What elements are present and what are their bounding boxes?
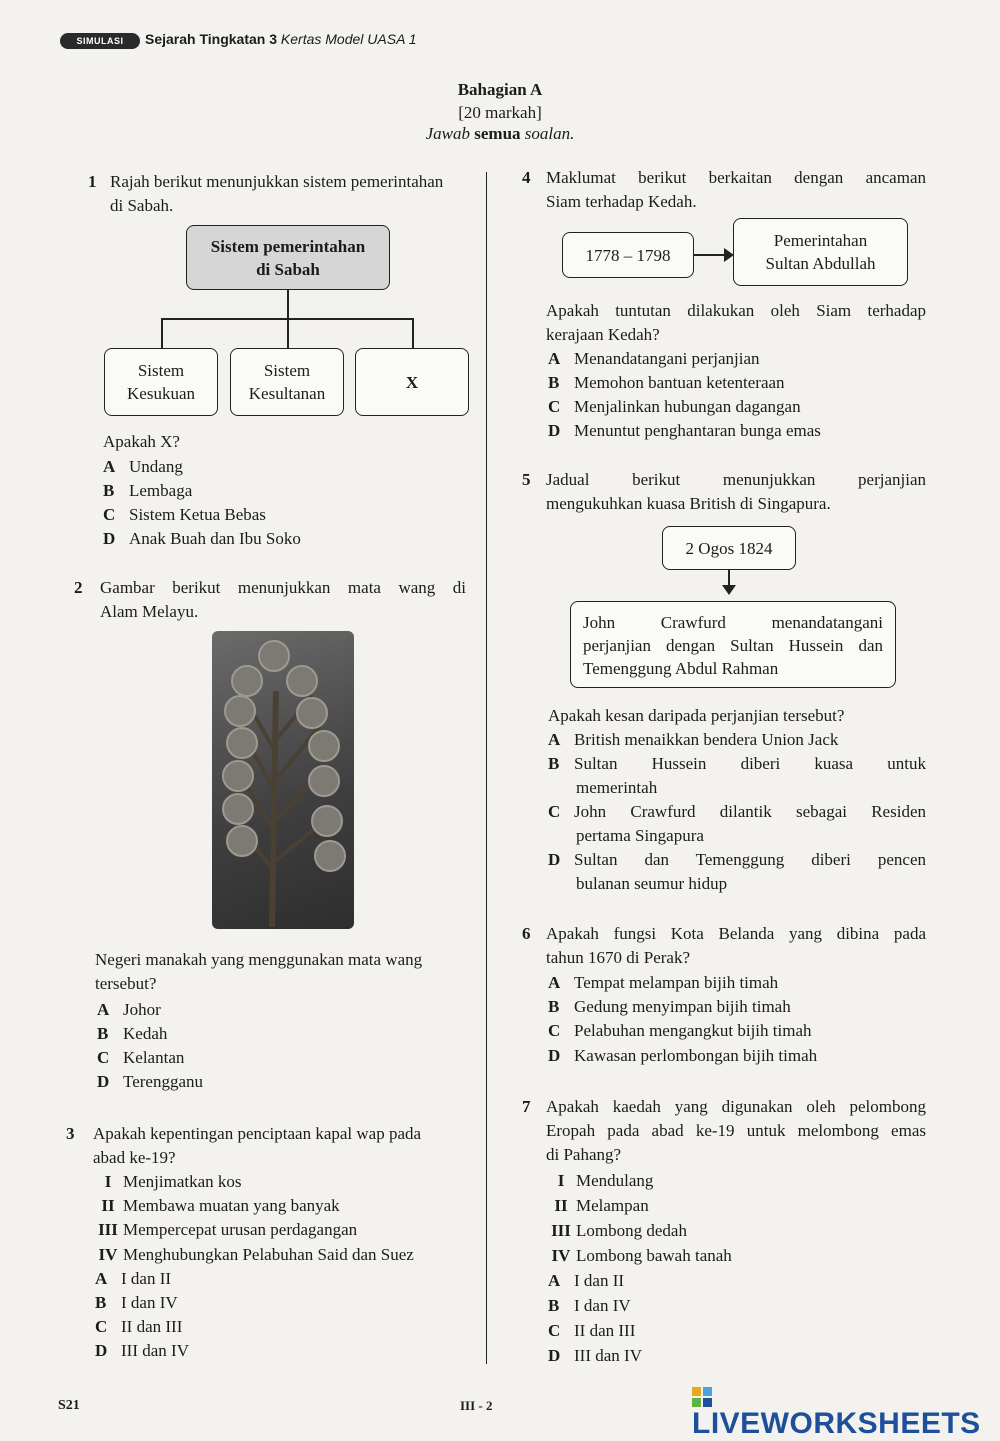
q6-number: 6 bbox=[522, 924, 531, 943]
q5-a-text: British menaikkan bendera Union Jack bbox=[574, 730, 839, 749]
q3-stem-2: abad ke-19? bbox=[93, 1148, 176, 1167]
q3-a-letter: A bbox=[95, 1269, 108, 1288]
q1-box1-line2: Kesukuan bbox=[127, 384, 195, 403]
liveworksheets-text: LIVEWORKSHEETS bbox=[692, 1407, 981, 1440]
q3-option-a[interactable] bbox=[95, 1267, 171, 1291]
q1-top-line-1: Sistem pemerintahan bbox=[210, 236, 366, 256]
q1-stem-1: Rajah berikut menunjukkan sistem pemerintahan bbox=[110, 172, 444, 191]
instruction-word-3: soalan. bbox=[524, 124, 575, 143]
instruction-word-2: semua bbox=[474, 124, 521, 143]
q5-option-d[interactable] bbox=[548, 848, 926, 872]
q1-number: 1 bbox=[88, 172, 97, 191]
q1-option-d[interactable] bbox=[103, 527, 301, 551]
coin-tree-photo bbox=[212, 631, 354, 929]
q3-b-letter: B bbox=[95, 1293, 107, 1312]
page-header bbox=[145, 31, 417, 47]
q7-statement-1 bbox=[546, 1169, 653, 1193]
q5-a-letter: A bbox=[548, 730, 561, 749]
q6-a-letter: A bbox=[548, 973, 561, 992]
q7-d-text: III dan IV bbox=[574, 1346, 642, 1365]
q3-statement-3 bbox=[93, 1218, 357, 1242]
q7-stem-1: Apakah kaedah yang digunakan oleh pelombong bbox=[546, 1097, 926, 1116]
q7-s1-text: Mendulang bbox=[576, 1171, 654, 1190]
q5-option-b[interactable] bbox=[548, 752, 926, 776]
q4-question-2: kerajaan Kedah? bbox=[546, 325, 660, 344]
q6-option-b[interactable] bbox=[548, 995, 791, 1019]
q7-option-b[interactable] bbox=[548, 1294, 631, 1318]
q3-stem-1: Apakah kepentingan penciptaan kapal wap pada bbox=[93, 1124, 422, 1143]
q7-s3-roman: III bbox=[551, 1221, 571, 1240]
q3-d-letter: D bbox=[95, 1341, 108, 1360]
q1-a-text: Undang bbox=[129, 457, 183, 476]
q2-option-c[interactable] bbox=[97, 1046, 184, 1070]
publisher-logo: SIMULASI bbox=[60, 33, 140, 49]
section-marks: [20 markah] bbox=[458, 103, 542, 122]
q3-option-b[interactable] bbox=[95, 1291, 178, 1315]
q1-option-b[interactable] bbox=[103, 479, 192, 503]
q1-box-kesukuan bbox=[104, 348, 218, 416]
q4-option-b[interactable] bbox=[548, 371, 785, 395]
q6-b-letter: B bbox=[548, 997, 560, 1016]
q1-box-kesultanan bbox=[230, 348, 344, 416]
q3-s4-text: Menghubungkan Pelabuhan Said dan Suez bbox=[123, 1245, 414, 1264]
q2-d-text: Terengganu bbox=[123, 1072, 203, 1091]
q4-a-text: Menandatangani perjanjian bbox=[574, 349, 760, 368]
q2-option-a[interactable] bbox=[97, 998, 161, 1022]
q3-b-text: I dan IV bbox=[121, 1293, 178, 1312]
q4-c-letter: C bbox=[548, 397, 561, 416]
q3-option-c[interactable] bbox=[95, 1315, 182, 1339]
q2-a-text: Johor bbox=[123, 1000, 161, 1019]
q4-stem-2: Siam terhadap Kedah. bbox=[546, 192, 697, 211]
q3-d-text: III dan IV bbox=[121, 1341, 189, 1360]
q1-b-text: Lembaga bbox=[129, 481, 193, 500]
q5-b-text-cont: memerintah bbox=[576, 778, 658, 797]
q4-d-letter: D bbox=[548, 421, 561, 440]
q5-b-letter: B bbox=[548, 754, 560, 773]
q1-connector-left bbox=[161, 318, 163, 348]
q5-option-c[interactable] bbox=[548, 800, 926, 824]
q5-c-text: John Crawfurd dilantik sebagai Residen bbox=[574, 802, 926, 821]
q4-stem-1: Maklumat berikut berkaitan dengan ancaman bbox=[546, 168, 926, 187]
q4-number: 4 bbox=[522, 168, 531, 187]
q3-c-text: II dan III bbox=[121, 1317, 183, 1336]
q2-d-letter: D bbox=[97, 1072, 110, 1091]
q1-c-text: Sistem Ketua Bebas bbox=[129, 505, 266, 524]
q4-ruler-box bbox=[733, 218, 908, 286]
q5-question: Apakah kesan daripada perjanjian tersebut? bbox=[548, 706, 845, 725]
q3-statement-1 bbox=[93, 1170, 242, 1194]
q4-a-letter: A bbox=[548, 349, 561, 368]
q4-ruler-line2: Sultan Abdullah bbox=[765, 254, 876, 273]
q3-s3-roman: III bbox=[98, 1220, 118, 1239]
q2-question-1: Negeri manakah yang menggunakan mata wang bbox=[95, 950, 423, 969]
q4-d-text: Menuntut penghantaran bunga emas bbox=[574, 421, 821, 440]
q7-s4-roman: IV bbox=[551, 1246, 571, 1265]
q7-d-letter: D bbox=[548, 1346, 561, 1365]
q6-option-a[interactable] bbox=[548, 971, 778, 995]
q2-question-2: tersebut? bbox=[95, 974, 157, 993]
q3-c-letter: C bbox=[95, 1317, 108, 1336]
q1-c-letter: C bbox=[103, 505, 116, 524]
q1-question: Apakah X? bbox=[103, 432, 180, 451]
q5-event-box bbox=[570, 601, 896, 688]
liveworksheets-brand[interactable] bbox=[692, 1373, 1000, 1441]
q3-number: 3 bbox=[66, 1124, 75, 1143]
q2-b-text: Kedah bbox=[123, 1024, 168, 1043]
q4-period-box: 1778 – 1798 bbox=[562, 232, 694, 278]
q2-c-text: Kelantan bbox=[123, 1048, 185, 1067]
q6-d-letter: D bbox=[548, 1046, 561, 1065]
q7-a-letter: A bbox=[548, 1271, 561, 1290]
q5-number: 5 bbox=[522, 470, 531, 489]
q2-b-letter: B bbox=[97, 1024, 109, 1043]
q2-number: 2 bbox=[74, 578, 83, 597]
q1-option-a[interactable] bbox=[103, 455, 183, 479]
q4-c-text: Menjalinkan hubungan dagangan bbox=[574, 397, 801, 416]
q1-connector-right bbox=[412, 318, 414, 348]
q7-stem-2: Eropah pada abad ke-19 untuk melombong emas bbox=[546, 1121, 926, 1140]
q6-option-c[interactable] bbox=[548, 1019, 812, 1043]
q1-a-letter: A bbox=[103, 457, 116, 476]
q2-option-b[interactable] bbox=[97, 1022, 167, 1046]
q1-d-letter: D bbox=[103, 529, 116, 548]
page-footer-left: S21 bbox=[58, 1398, 80, 1413]
q3-s2-roman: II bbox=[101, 1196, 115, 1215]
q1-top-line-2: di Sabah bbox=[256, 259, 320, 279]
liveworksheets-logo-icon bbox=[692, 1381, 712, 1401]
q3-s4-roman: IV bbox=[98, 1245, 118, 1264]
q1-box1-line1: Sistem bbox=[137, 361, 185, 380]
q5-event-line1: John Crawfurd menandatangani bbox=[583, 613, 883, 632]
q5-stem-1: Jadual berikut menunjukkan perjanjian bbox=[546, 470, 926, 489]
q7-s2-roman: II bbox=[554, 1196, 568, 1215]
q7-statement-2 bbox=[546, 1194, 649, 1218]
q5-stem-2: mengukuhkan kuasa British di Singapura. bbox=[546, 494, 831, 513]
q7-a-text: I dan II bbox=[574, 1271, 625, 1290]
q6-c-text: Pelabuhan mengangkut bijih timah bbox=[574, 1021, 812, 1040]
q7-option-c[interactable] bbox=[548, 1319, 635, 1343]
q2-stem-1: Gambar berikut menunjukkan mata wang di bbox=[100, 578, 466, 597]
section-title: Bahagian A bbox=[457, 80, 543, 99]
header-subject: Sejarah Tingkatan 3 bbox=[145, 31, 278, 47]
q1-stem-2: di Sabah. bbox=[110, 196, 174, 215]
q5-d-text: Sultan dan Temenggung diberi pencen bbox=[574, 850, 926, 869]
q6-b-text: Gedung menyimpan bijih timah bbox=[574, 997, 791, 1016]
q5-event-line3: Temenggung Abdul Rahman bbox=[583, 659, 779, 678]
column-divider bbox=[486, 172, 487, 1364]
q6-a-text: Tempat melampan bijih timah bbox=[574, 973, 779, 992]
q1-d-text: Anak Buah dan Ibu Soko bbox=[129, 529, 301, 548]
q7-option-a[interactable] bbox=[548, 1269, 624, 1293]
q4-option-d[interactable] bbox=[548, 419, 821, 443]
q4-question-1: Apakah tuntutan dilakukan oleh Siam terhadap bbox=[546, 301, 926, 320]
q4-b-text: Memohon bantuan ketenteraan bbox=[574, 373, 785, 392]
q1-connector-stem bbox=[287, 289, 289, 319]
q5-event-line2: perjanjian dengan Sultan Hussein dan bbox=[583, 636, 883, 655]
instruction-word-1: Jawab bbox=[425, 124, 470, 143]
q5-d-letter: D bbox=[548, 850, 561, 869]
q7-s1-roman: I bbox=[557, 1171, 565, 1190]
q1-b-letter: B bbox=[103, 481, 115, 500]
q1-box-x: X bbox=[355, 348, 469, 416]
section-instruction bbox=[0, 124, 1000, 144]
q7-statement-3 bbox=[546, 1219, 687, 1243]
q1-diagram-top bbox=[186, 225, 390, 290]
q1-connector-mid bbox=[287, 318, 289, 348]
q3-option-d[interactable] bbox=[95, 1339, 189, 1363]
q6-stem-2: tahun 1670 di Perak? bbox=[546, 948, 690, 967]
page-footer-center: III - 2 bbox=[460, 1398, 493, 1413]
q5-c-text-cont: pertama Singapura bbox=[576, 826, 704, 845]
q4-ruler-line1: Pemerintahan bbox=[773, 231, 868, 250]
q7-c-text: II dan III bbox=[574, 1321, 636, 1340]
q6-d-text: Kawasan perlombongan bijih timah bbox=[574, 1046, 818, 1065]
q7-statement-4 bbox=[546, 1244, 732, 1268]
q7-b-text: I dan IV bbox=[574, 1296, 631, 1315]
q4-option-a[interactable] bbox=[548, 347, 760, 371]
q4-option-c[interactable] bbox=[548, 395, 801, 419]
q3-s1-text: Menjimatkan kos bbox=[123, 1172, 242, 1191]
q7-s2-text: Melampan bbox=[576, 1196, 649, 1215]
q3-s3-text: Mempercepat urusan perdagangan bbox=[123, 1220, 358, 1239]
q7-c-letter: C bbox=[548, 1321, 561, 1340]
q5-date-box: 2 Ogos 1824 bbox=[662, 526, 796, 570]
q5-b-text: Sultan Hussein diberi kuasa untuk bbox=[574, 754, 926, 773]
q2-c-letter: C bbox=[97, 1048, 110, 1067]
q5-option-a[interactable] bbox=[548, 728, 926, 752]
q2-option-d[interactable] bbox=[97, 1070, 203, 1094]
q3-statement-2 bbox=[93, 1194, 340, 1218]
q3-s2-text: Membawa muatan yang banyak bbox=[123, 1196, 340, 1215]
q3-statement-4 bbox=[93, 1243, 414, 1267]
q5-c-letter: C bbox=[548, 802, 561, 821]
header-paper: Kertas Model UASA 1 bbox=[280, 31, 417, 47]
q6-option-d[interactable] bbox=[548, 1044, 817, 1068]
q7-option-d[interactable] bbox=[548, 1344, 642, 1368]
q7-stem-3: di Pahang? bbox=[546, 1145, 622, 1164]
q7-number: 7 bbox=[522, 1097, 531, 1116]
q1-option-c[interactable] bbox=[103, 503, 266, 527]
q7-s4-text: Lombong bawah tanah bbox=[576, 1246, 732, 1265]
q4-b-letter: B bbox=[548, 373, 560, 392]
q1-box2-line2: Kesultanan bbox=[248, 384, 326, 403]
q5-d-text-cont: bulanan seumur hidup bbox=[576, 874, 728, 893]
q2-a-letter: A bbox=[97, 1000, 110, 1019]
q1-box2-line1: Sistem bbox=[263, 361, 311, 380]
q3-s1-roman: I bbox=[104, 1172, 112, 1191]
q7-b-letter: B bbox=[548, 1296, 560, 1315]
q2-stem-2: Alam Melayu. bbox=[100, 602, 199, 621]
q3-a-text: I dan II bbox=[121, 1269, 172, 1288]
q6-stem-1: Apakah fungsi Kota Belanda yang dibina pada bbox=[546, 924, 926, 943]
q6-c-letter: C bbox=[548, 1021, 561, 1040]
q7-s3-text: Lombong dedah bbox=[576, 1221, 687, 1240]
q5-arrow-head bbox=[722, 585, 736, 595]
